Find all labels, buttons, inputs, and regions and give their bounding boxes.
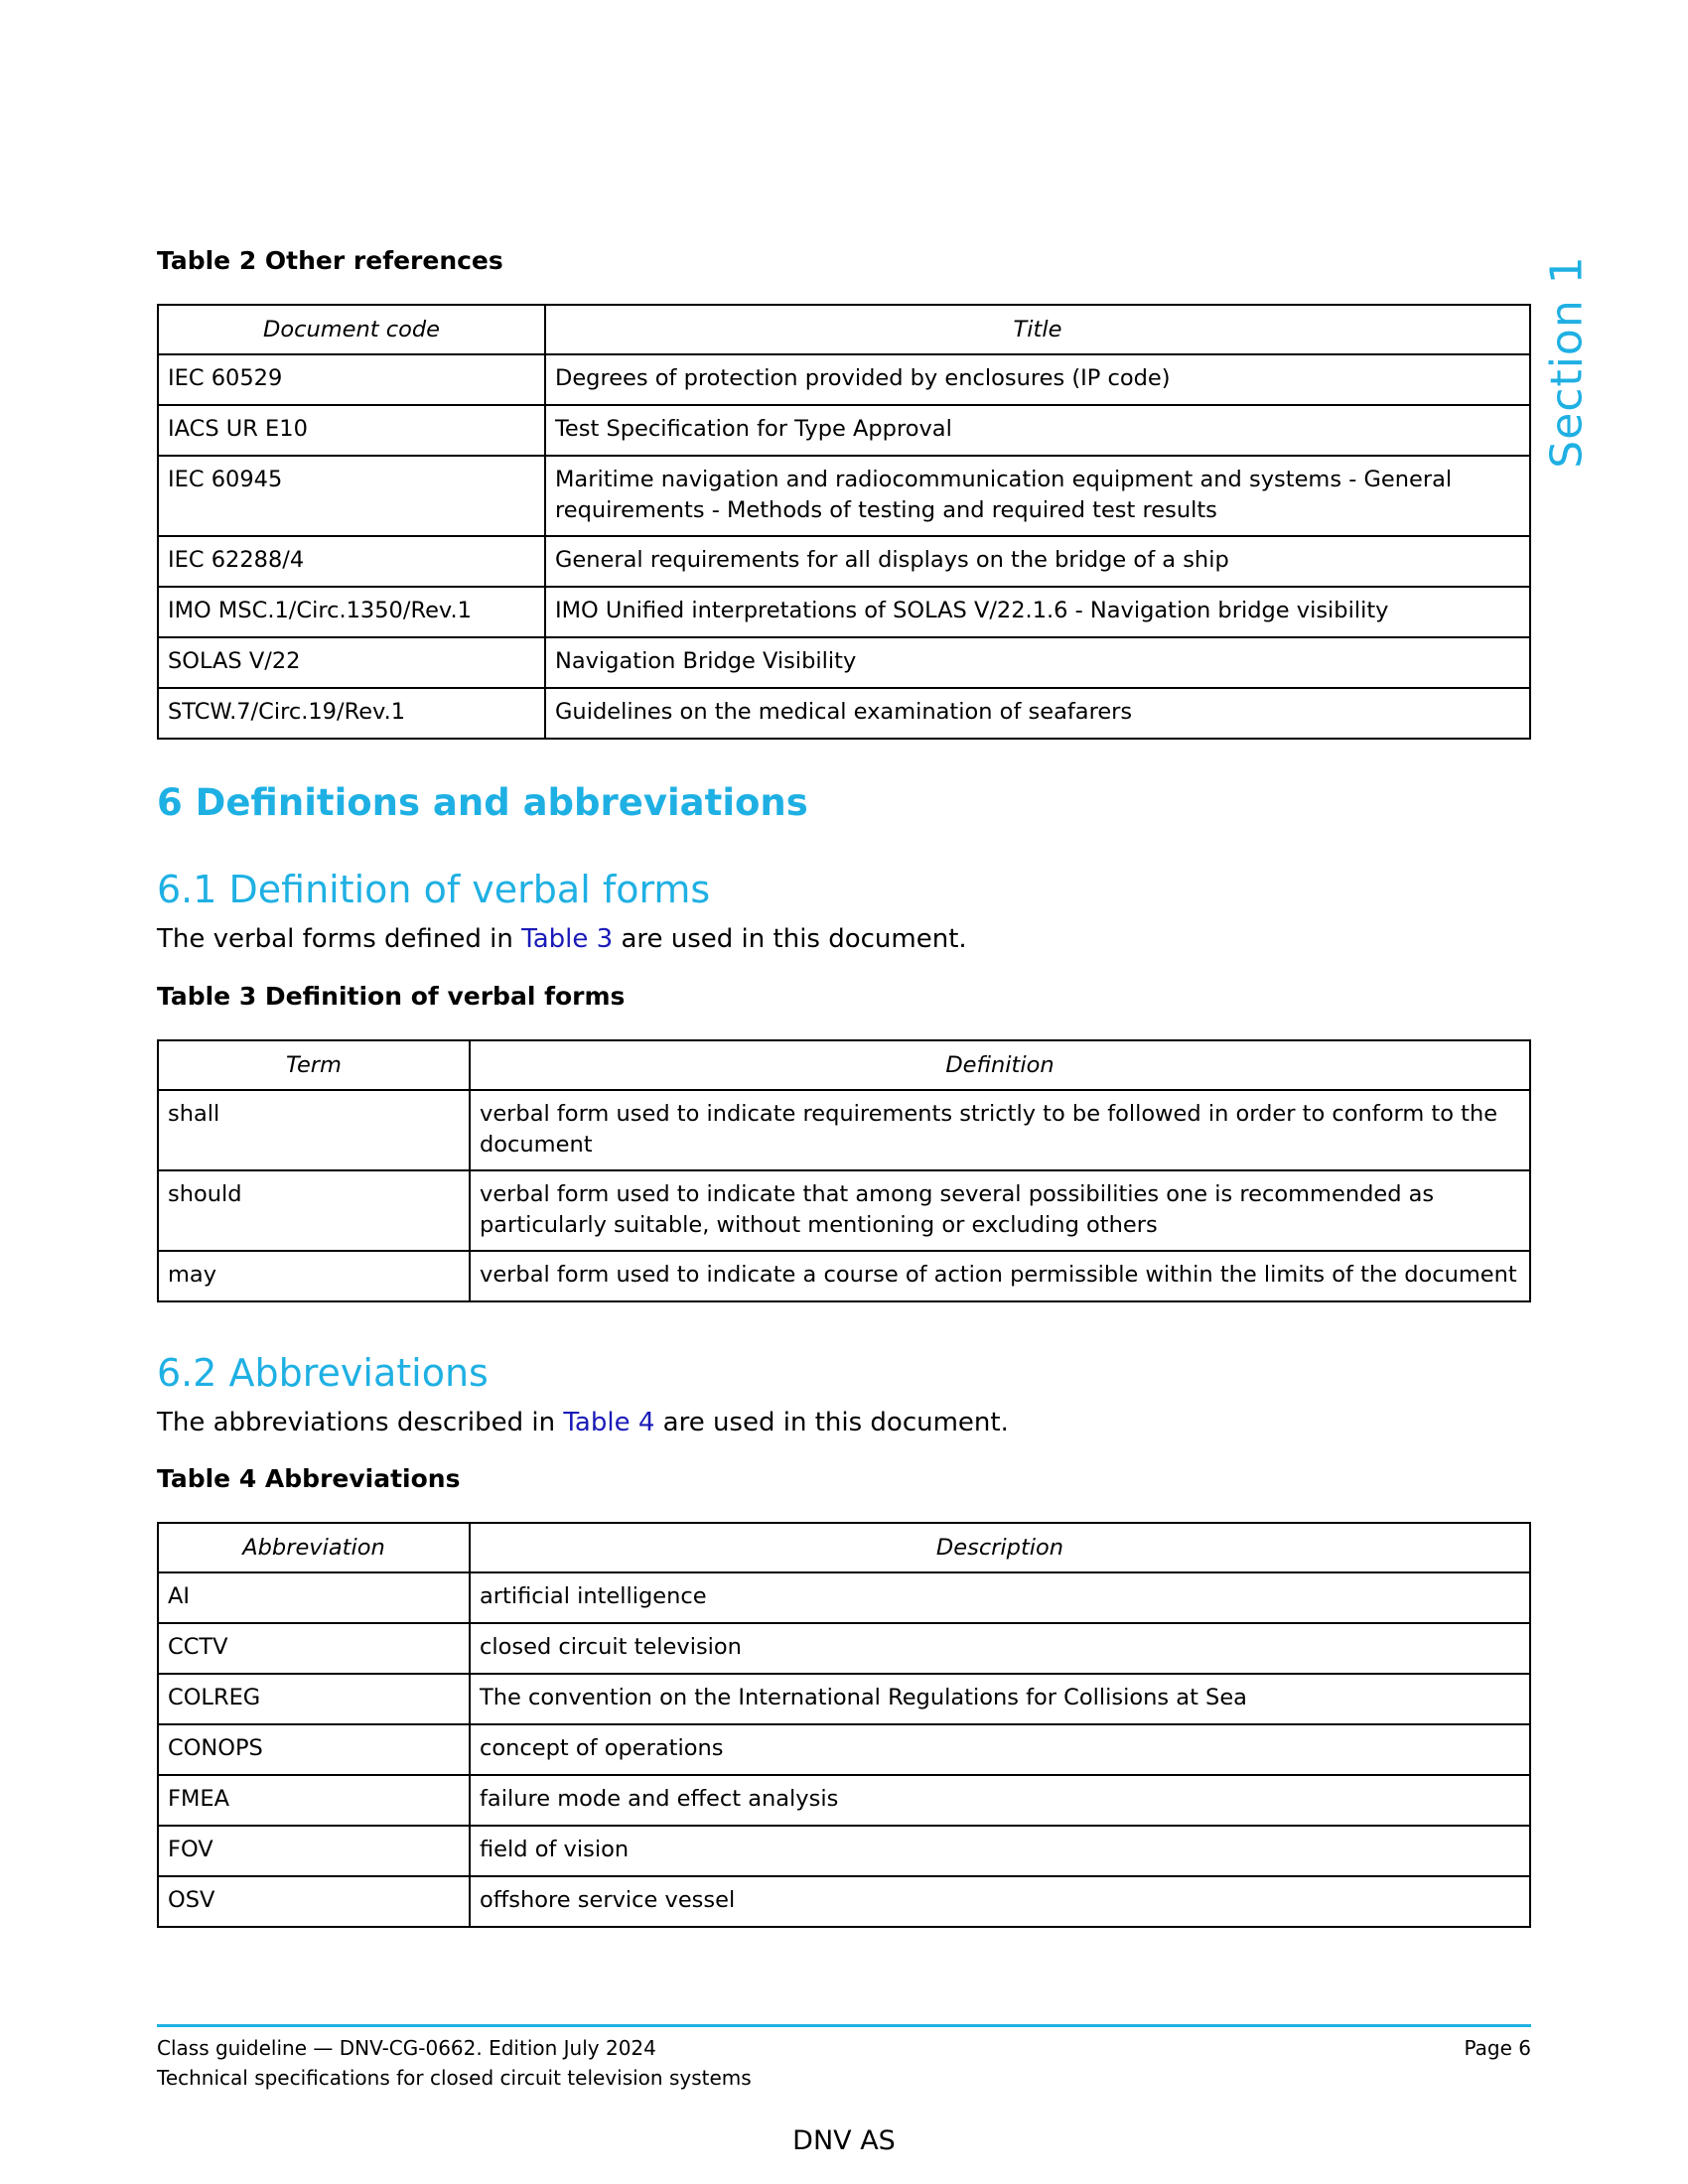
table4-abbreviations [157, 1522, 1531, 1928]
table-row [158, 1572, 1530, 1623]
column-header-term: Term [158, 1040, 470, 1090]
verbal-forms-intro [157, 923, 967, 955]
cell-abbreviation: FOV [158, 1826, 470, 1876]
table-row [158, 1623, 1530, 1674]
cell-document-code: IACS UR E10 [158, 405, 545, 456]
footer-divider [157, 2024, 1531, 2027]
column-header-description: Description [470, 1523, 1530, 1572]
table-row [158, 1170, 1530, 1251]
table3-caption: Table 3 Definition of verbal forms [157, 982, 626, 1011]
table3-link[interactable]: Table 3 [521, 924, 614, 954]
column-header-document-code: Document code [158, 305, 545, 354]
footer-page-number: Page 6 [1464, 2036, 1531, 2060]
cell-abbreviation: AI [158, 1572, 470, 1623]
cell-abbreviation: OSV [158, 1876, 470, 1927]
cell-document-code: STCW.7/Circ.19/Rev.1 [158, 688, 545, 739]
footer-title-line: Technical specifications for closed circuit television systems [157, 2066, 752, 2090]
table2-other-references [157, 304, 1531, 740]
cell-title: Navigation Bridge Visibility [545, 637, 1530, 688]
abbreviations-intro [157, 1407, 1009, 1438]
cell-document-code: IEC 60529 [158, 354, 545, 405]
cell-term: may [158, 1251, 470, 1301]
column-header-title: Title [545, 305, 1530, 354]
subsection-heading-verbal-forms: 6.1 Definition of verbal forms [157, 868, 711, 911]
intro-text: are used in this document. [654, 1408, 1009, 1437]
cell-description: failure mode and effect analysis [470, 1775, 1530, 1826]
cell-abbreviation: COLREG [158, 1674, 470, 1724]
table-row [158, 1775, 1530, 1826]
subsection-heading-abbreviations: 6.2 Abbreviations [157, 1351, 489, 1395]
table3-verbal-forms [157, 1039, 1531, 1302]
cell-description: artificial intelligence [470, 1572, 1530, 1623]
footer-document-info [157, 2033, 752, 2093]
cell-title: Test Specification for Type Approval [545, 405, 1530, 456]
cell-description: concept of operations [470, 1724, 1530, 1775]
table-row [158, 1724, 1530, 1775]
table-row [158, 536, 1530, 587]
cell-term: shall [158, 1090, 470, 1170]
footer-company-name: DNV AS [792, 2125, 896, 2156]
table-row [158, 1090, 1530, 1170]
cell-description: field of vision [470, 1826, 1530, 1876]
cell-title: Guidelines on the medical examination of seafarers [545, 688, 1530, 739]
footer-guideline-line: Class guideline — DNV-CG-0662. Edition July 2024 [157, 2036, 656, 2060]
cell-title: General requirements for all displays on the bridge of a ship [545, 536, 1530, 587]
cell-title: Maritime navigation and radiocommunication equipment and systems - General requirements - Methods of testing and required test results [545, 456, 1530, 536]
table-row [158, 456, 1530, 536]
column-header-definition: Definition [470, 1040, 1530, 1090]
intro-text: The verbal forms defined in [157, 924, 522, 954]
table-row [158, 354, 1530, 405]
section-heading: 6 Definitions and abbreviations [157, 781, 808, 824]
table-row [158, 1674, 1530, 1724]
intro-text: are used in this document. [613, 924, 967, 954]
cell-title: IMO Unified interpretations of SOLAS V/22.1.6 - Navigation bridge visibility [545, 587, 1530, 637]
cell-title: Degrees of protection provided by enclosures (IP code) [545, 354, 1530, 405]
cell-document-code: IEC 62288/4 [158, 536, 545, 587]
cell-description: The convention on the International Regulations for Collisions at Sea [470, 1674, 1530, 1724]
section-side-tab [1532, 256, 1602, 467]
cell-term: should [158, 1170, 470, 1251]
intro-text: The abbreviations described in [157, 1408, 564, 1437]
cell-document-code: IEC 60945 [158, 456, 545, 536]
table-header-row [158, 305, 1530, 354]
table-row [158, 587, 1530, 637]
table-row [158, 405, 1530, 456]
cell-document-code: IMO MSC.1/Circ.1350/Rev.1 [158, 587, 545, 637]
table-row [158, 637, 1530, 688]
cell-document-code: SOLAS V/22 [158, 637, 545, 688]
cell-definition: verbal form used to indicate requirements strictly to be followed in order to conform to the document [470, 1090, 1530, 1170]
table-header-row [158, 1523, 1530, 1572]
table2-caption: Table 2 Other references [157, 246, 503, 275]
section-side-tab-label: Section 1 [1541, 254, 1593, 469]
table-header-row [158, 1040, 1530, 1090]
cell-description: offshore service vessel [470, 1876, 1530, 1927]
table-row [158, 1826, 1530, 1876]
cell-abbreviation: CCTV [158, 1623, 470, 1674]
table-row [158, 688, 1530, 739]
table4-link[interactable]: Table 4 [563, 1408, 655, 1437]
cell-abbreviation: CONOPS [158, 1724, 470, 1775]
cell-definition: verbal form used to indicate a course of action permissible within the limits of the document [470, 1251, 1530, 1301]
table-row [158, 1876, 1530, 1927]
cell-definition: verbal form used to indicate that among several possibilities one is recommended as particularly suitable, without mentioning or excluding others [470, 1170, 1530, 1251]
cell-description: closed circuit television [470, 1623, 1530, 1674]
table4-caption: Table 4 Abbreviations [157, 1464, 461, 1493]
column-header-abbreviation: Abbreviation [158, 1523, 470, 1572]
table-row [158, 1251, 1530, 1301]
cell-abbreviation: FMEA [158, 1775, 470, 1826]
